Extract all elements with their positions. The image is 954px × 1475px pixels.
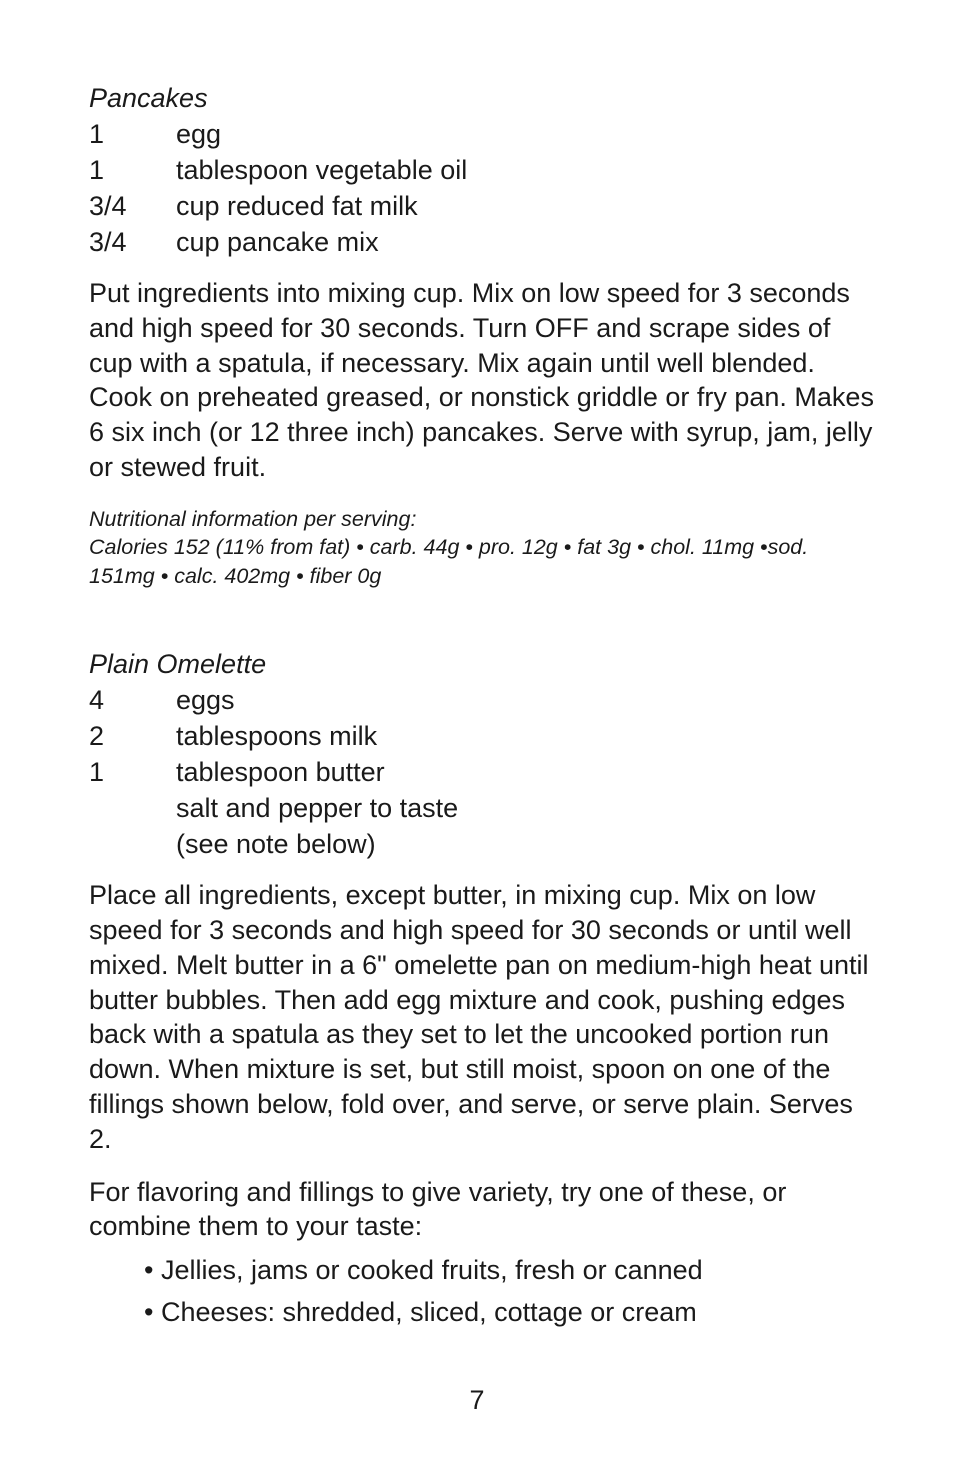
ingredient-row (89, 116, 879, 152)
ingredient-description: salt and pepper to taste (176, 793, 459, 824)
omelette-ingredient-list (89, 682, 879, 862)
ingredient-description: tablespoons milk (176, 721, 378, 752)
ingredient-row (89, 188, 879, 224)
ingredient-row (89, 224, 879, 260)
fillings-list (89, 1249, 879, 1333)
ingredient-description: tablespoon butter (176, 757, 385, 788)
ingredient-quantity: 4 (89, 685, 105, 716)
ingredient-description: cup reduced fat milk (176, 191, 418, 221)
ingredient-description: tablespoon vegetable oil (176, 155, 468, 185)
ingredient-quantity: 1 (89, 155, 105, 185)
ingredient-description: (see note below) (176, 829, 376, 860)
pancakes-instructions: Put ingredients into mixing cup. Mix on low speed for 3 seconds and high speed for 30 seconds. Turn OFF and scrape sides of cup with a spatula, if necessary. Mix again until well blended. Cook on preheated greased, or nonstick griddle or fry pan. Makes 6 six inch (or 12 three inch) pancakes. Serve with syrup, jam, jelly or stewed fruit. (89, 278, 874, 482)
recipe-page (89, 80, 879, 1333)
ingredient-row (89, 790, 879, 826)
ingredient-description: eggs (176, 685, 235, 716)
pancakes-ingredient-list (89, 116, 879, 260)
ingredient-row (89, 152, 879, 188)
page-number: 7 (469, 1385, 485, 1415)
ingredient-quantity (89, 826, 176, 862)
list-item: • Cheeses: shredded, sliced, cottage or cream (144, 1297, 697, 1328)
ingredient-quantity: 1 (89, 757, 105, 788)
list-item: • Jellies, jams or cooked fruits, fresh or canned (144, 1255, 703, 1286)
ingredient-description: egg (176, 119, 222, 149)
ingredient-quantity: 3/4 (89, 227, 127, 257)
omelette-instructions: Place all ingredients, except butter, in mixing cup. Mix on low speed for 3 seconds and high speed for 30 seconds or until well mixed. Melt butter in a 6" omelette pan on medium-high heat until butter bubbles. Then add egg mixture and cook, pushing edges back with a spatula as they set to let the uncooked portion run down. When mixture is set, but still moist, spoon on one of the fillings shown below, fold over, and serve, or serve plain. Serves 2. (89, 880, 869, 1154)
ingredient-row (89, 718, 879, 754)
fillings-intro: For flavoring and fillings to give variety, try one of these, or combine them to your taste: (89, 1176, 787, 1242)
ingredient-row (89, 754, 879, 790)
ingredient-quantity: 1 (89, 119, 105, 149)
ingredient-quantity: 3/4 (89, 191, 127, 221)
ingredient-row (89, 826, 879, 862)
ingredient-quantity: 2 (89, 721, 105, 752)
omelette-title: Plain Omelette (89, 649, 267, 680)
nutrition-heading: Nutritional information per serving: (89, 506, 417, 531)
ingredient-quantity (89, 790, 176, 826)
ingredient-row (89, 682, 879, 718)
ingredient-description: cup pancake mix (176, 227, 379, 257)
pancakes-nutrition-info (89, 505, 879, 591)
nutrition-values: Calories 152 (11% from fat) • carb. 44g • pro. 12g • fat 3g • chol. 11mg •sod. 151mg • calc. 402mg • fiber 0g (89, 535, 809, 588)
pancakes-title: Pancakes (89, 83, 208, 113)
